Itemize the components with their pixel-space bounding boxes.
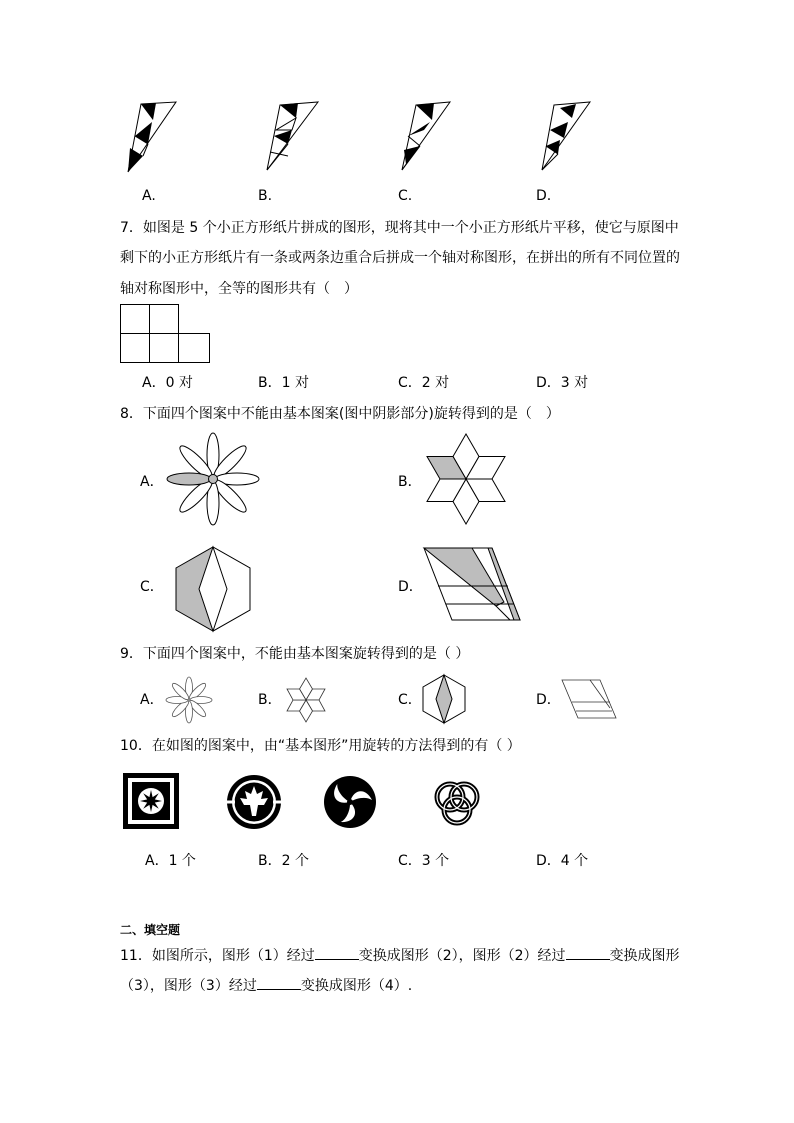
q9-hexagon-figure — [422, 674, 466, 724]
q7-stem-line1: 7．如图是 5 个小正方形纸片拼成的图形，现将其中一个小正方形纸片平移，使它与原图中 — [120, 220, 679, 236]
q11-text-part3: 变换成图形 — [609, 948, 680, 964]
q8-option-a[interactable]: A． — [140, 474, 164, 490]
q9-option-c[interactable]: C． — [398, 692, 422, 708]
q11-text-part1: 11．如图所示，图形（1）经过 — [120, 948, 315, 964]
q11-blank-2[interactable] — [566, 945, 610, 960]
q7-option-b[interactable]: B．1 对 — [258, 375, 309, 391]
q10-option-d[interactable]: D．4 个 — [536, 853, 589, 869]
q6-option-a[interactable]: A. — [142, 188, 156, 204]
q7-option-c[interactable]: C．2 对 — [398, 375, 450, 391]
q7-option-d[interactable]: D．3 对 — [536, 375, 589, 391]
q6-figure-a — [118, 100, 178, 174]
q9-option-b[interactable]: B． — [258, 692, 282, 708]
q11-line2 — [120, 975, 412, 996]
q10-option-b[interactable]: B．2 个 — [258, 853, 309, 869]
q7-stem-line2: 剩下的小正方形纸片有一条或两条边重合后拼成一个轴对称图形，在拼出的所有不同位置的 — [120, 250, 680, 266]
q6-option-c[interactable]: C. — [398, 188, 413, 204]
q7-stem-line3: 轴对称图形中，全等的图形共有（ ） — [120, 281, 358, 297]
q11-text-part2: 变换成图形（2），图形（2）经过 — [358, 948, 566, 964]
q7-squares-figure — [120, 304, 212, 364]
q8-option-c[interactable]: C． — [140, 579, 164, 595]
q11-blank-1[interactable] — [315, 945, 359, 960]
q10-maple-leaf-figure — [226, 774, 282, 830]
q9-parallelogram-figure — [560, 678, 618, 720]
q9-option-a[interactable]: A． — [140, 692, 164, 708]
q6-figure-c — [394, 100, 454, 174]
q11-blank-3[interactable] — [257, 975, 301, 990]
q8-hexagon-figure — [174, 546, 252, 632]
q8-star-figure — [422, 432, 510, 526]
q8-flower-figure — [166, 432, 260, 526]
q8-option-d[interactable]: D． — [398, 579, 423, 595]
q8-parallelogram-figure — [420, 546, 524, 624]
q9-flower-figure — [164, 675, 214, 725]
q9-stem: 9．下面四个图案中，不能由基本图案旋转得到的是（ ） — [120, 646, 470, 662]
q11-text-part5: 变换成图形（4）. — [300, 978, 413, 994]
q10-swirl-figure — [322, 774, 378, 830]
q8-stem: 8．下面四个图案中不能由基本图案(图中阴影部分)旋转得到的是（ ） — [120, 406, 560, 422]
q6-figure-d — [536, 100, 596, 174]
q8-option-b[interactable]: B． — [398, 474, 422, 490]
q7-option-a[interactable]: A．0 对 — [142, 375, 193, 391]
q10-option-a[interactable]: A．1 个 — [145, 853, 196, 869]
section-heading-fill-in: 二、填空题 — [120, 923, 181, 937]
q11-line1 — [120, 945, 680, 966]
q10-stem: 10．在如图的图案中，由“基本图形”用旋转的方法得到的有（ ） — [120, 738, 521, 754]
q6-option-d[interactable]: D. — [536, 188, 552, 204]
q9-option-d[interactable]: D． — [536, 692, 561, 708]
q6-option-b[interactable]: B. — [258, 188, 273, 204]
q10-knot-figure — [428, 774, 486, 832]
q10-square-star-figure — [122, 772, 180, 830]
q9-star-figure — [282, 676, 330, 724]
q10-option-c[interactable]: C．3 个 — [398, 853, 450, 869]
q11-text-part4: （3），图形（3）经过 — [120, 978, 257, 994]
q6-figure-b — [262, 100, 322, 174]
